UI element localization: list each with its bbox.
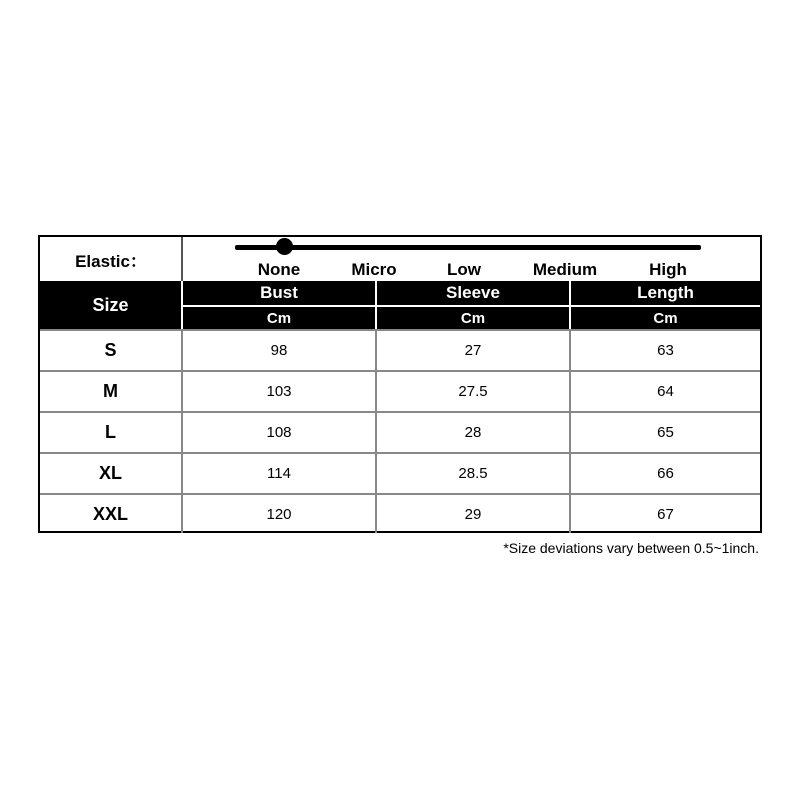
elastic-level-micro: Micro: [351, 260, 397, 279]
elastic-divider: [181, 237, 183, 281]
size-table: [40, 281, 760, 533]
column-header-bust: Bust: [181, 281, 375, 305]
size-deviation-note: *Size deviations vary between 0.5~1inch.: [503, 540, 759, 556]
table-cell: 103: [181, 370, 375, 411]
column-unit-length: Cm: [569, 305, 760, 329]
column-header-sleeve: Sleeve: [375, 281, 569, 305]
table-cell: 67: [569, 493, 760, 533]
table-cell: 64: [569, 370, 760, 411]
table-cell: 114: [181, 452, 375, 493]
elastic-level-none: None: [257, 260, 301, 279]
elastic-scale-marker: [276, 238, 293, 255]
row-size-label: M: [40, 370, 181, 411]
row-size-label: XXL: [40, 493, 181, 533]
column-header-length: Length: [569, 281, 760, 305]
elastic-level-low: Low: [447, 260, 481, 279]
table-cell: 108: [181, 411, 375, 452]
table-cell: 28: [375, 411, 569, 452]
elastic-scale-line: [235, 245, 701, 250]
table-cell: 98: [181, 329, 375, 370]
size-header: Size: [40, 281, 181, 329]
table-cell: 27: [375, 329, 569, 370]
table-cell: 66: [569, 452, 760, 493]
row-size-label: L: [40, 411, 181, 452]
table-cell: 29: [375, 493, 569, 533]
elastic-level-high: High: [649, 260, 687, 279]
row-size-label: XL: [40, 452, 181, 493]
elastic-level-medium: Medium: [532, 260, 598, 279]
size-chart: [38, 235, 762, 533]
table-cell: 28.5: [375, 452, 569, 493]
table-cell: 27.5: [375, 370, 569, 411]
table-cell: 65: [569, 411, 760, 452]
row-size-label: S: [40, 329, 181, 370]
elastic-row: [40, 237, 760, 281]
elastic-label: Elastic：: [75, 251, 147, 271]
table-cell: 120: [181, 493, 375, 533]
column-unit-bust: Cm: [181, 305, 375, 329]
column-unit-sleeve: Cm: [375, 305, 569, 329]
table-cell: 63: [569, 329, 760, 370]
